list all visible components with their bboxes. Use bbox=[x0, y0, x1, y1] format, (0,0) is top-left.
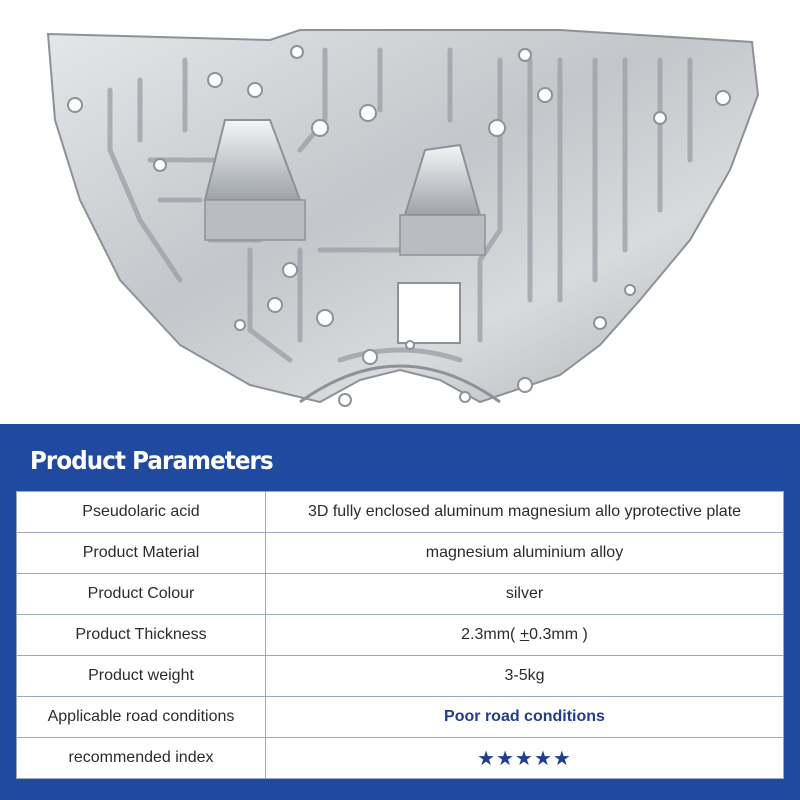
param-value: Poor road conditions bbox=[266, 697, 784, 738]
param-label: Product Colour bbox=[17, 574, 266, 615]
param-label: recommended index bbox=[17, 738, 266, 779]
rating-stars: ★★★★★ bbox=[266, 738, 784, 779]
param-label: Pseudolaric acid bbox=[17, 492, 266, 533]
table-row bbox=[17, 492, 784, 533]
plus-minus-sign: + bbox=[519, 626, 530, 643]
param-value: 3-5kg bbox=[266, 656, 784, 697]
square-cutout bbox=[398, 283, 460, 343]
table-row bbox=[17, 738, 784, 779]
thickness-base: 2.3mm( bbox=[461, 626, 520, 643]
table-row bbox=[17, 533, 784, 574]
param-label: Product Material bbox=[17, 533, 266, 574]
param-value: magnesium aluminium alloy bbox=[266, 533, 784, 574]
param-value-thickness bbox=[266, 615, 784, 656]
parameters-table bbox=[16, 491, 784, 779]
product-parameters-panel bbox=[0, 424, 800, 800]
table-row bbox=[17, 574, 784, 615]
param-value: silver bbox=[266, 574, 784, 615]
table-row bbox=[17, 615, 784, 656]
param-value: 3D fully enclosed aluminum magnesium allo yprotective plate bbox=[266, 492, 784, 533]
param-label: Product weight bbox=[17, 656, 266, 697]
section-title: Product Parameters bbox=[30, 446, 273, 475]
table-row bbox=[17, 697, 784, 738]
param-label: Product Thickness bbox=[17, 615, 266, 656]
param-label: Applicable road conditions bbox=[17, 697, 266, 738]
thickness-tolerance: 0.3mm ) bbox=[529, 626, 588, 643]
table-row bbox=[17, 656, 784, 697]
